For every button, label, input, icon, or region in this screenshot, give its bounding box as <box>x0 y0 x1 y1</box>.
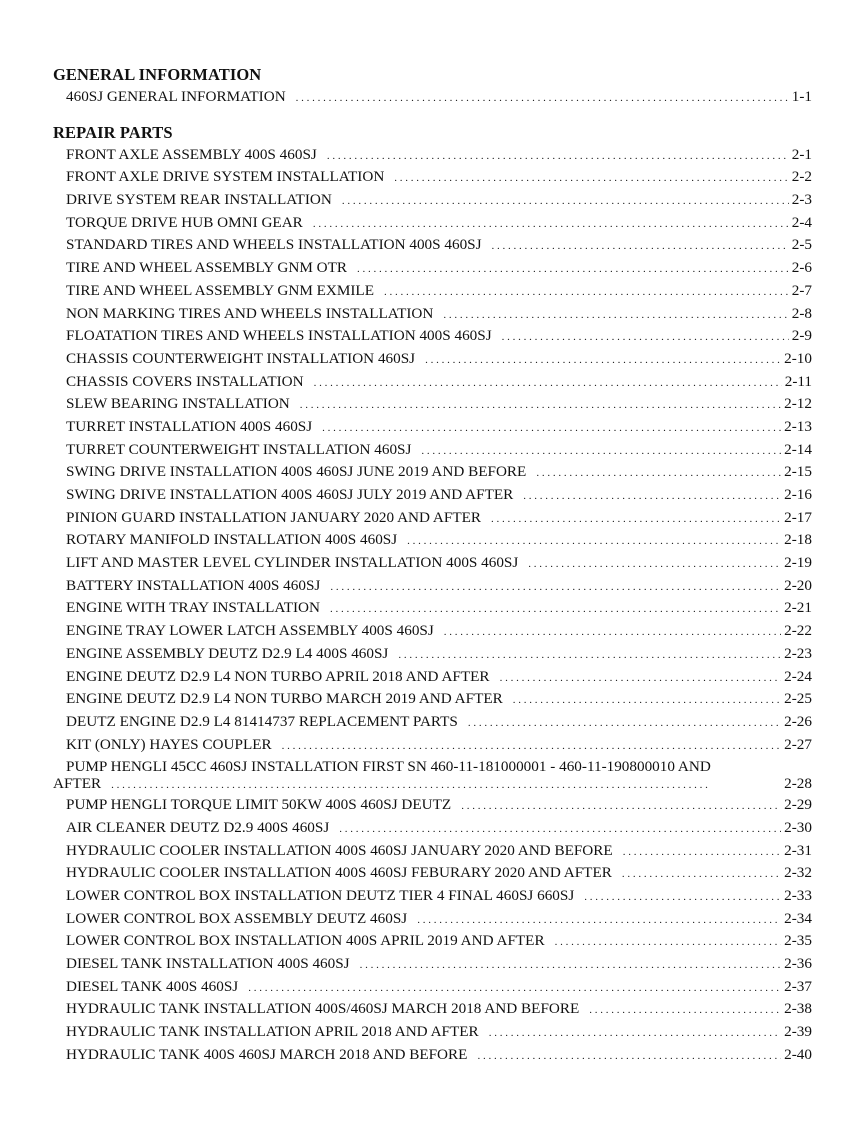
toc-entry[interactable] <box>53 439 812 462</box>
toc-entry-page: 2-33 <box>784 887 812 904</box>
toc-entry-page: 2-14 <box>784 440 812 458</box>
toc-entry-title: TIRE AND WHEEL ASSEMBLY GNM EXMILE <box>66 281 374 299</box>
dot-leader <box>589 999 781 1022</box>
toc-entry-page: 2-37 <box>784 977 812 995</box>
toc-entry-page: 2-34 <box>784 909 812 927</box>
dot-leader <box>555 931 782 954</box>
toc-entry[interactable] <box>53 1021 812 1044</box>
toc-entry-page: 2-15 <box>784 463 812 481</box>
toc-entry[interactable] <box>53 552 812 575</box>
toc-entry-title: TURRET COUNTERWEIGHT INSTALLATION 460SJ <box>66 440 412 458</box>
toc-entry[interactable] <box>53 461 812 484</box>
toc-entry-page: 2-28 <box>784 775 812 793</box>
dot-leader <box>502 326 789 349</box>
toc-entry-page: 2-8 <box>791 304 812 322</box>
toc-entry-title: PUMP HENGLI 45CC 460SJ INSTALLATION FIRST SN 460-11-181000001 - 460-11-190800010 AND <box>66 758 711 776</box>
toc-entry-page: 2-20 <box>784 576 812 594</box>
dot-leader <box>461 795 781 818</box>
dot-leader <box>425 349 781 372</box>
toc-entry[interactable] <box>53 303 812 326</box>
dot-leader <box>477 1045 781 1068</box>
toc-entry[interactable] <box>53 620 812 643</box>
toc-entry[interactable] <box>53 325 812 348</box>
dot-leader <box>296 87 789 110</box>
toc-entry-page: 2-27 <box>784 735 812 753</box>
toc-entry[interactable] <box>53 953 812 976</box>
toc-entry-title: SWING DRIVE INSTALLATION 400S 460SJ JULY 2019 AND AFTER <box>66 486 514 503</box>
dot-leader <box>407 530 781 553</box>
toc-entry-title: ENGINE WITH TRAY INSTALLATION <box>66 599 320 617</box>
toc-entry-title: PUMP HENGLI TORQUE LIMIT 50KW 400S 460SJ DEUTZ <box>66 796 452 814</box>
dot-leader <box>489 1022 781 1045</box>
toc-entry-title: HYDRAULIC TANK INSTALLATION APRIL 2018 AND AFTER <box>66 1023 479 1041</box>
toc-entry[interactable] <box>53 507 812 530</box>
toc-entry-title: ENGINE DEUTZ D2.9 L4 NON TURBO APRIL 2018 AND AFTER <box>66 667 490 685</box>
toc-entry[interactable] <box>53 930 812 953</box>
dot-leader <box>623 841 781 864</box>
dot-leader <box>360 954 782 977</box>
toc-entry-page: 2-10 <box>784 349 812 367</box>
dot-leader <box>322 417 781 440</box>
toc-entry[interactable] <box>53 711 812 734</box>
section-heading: GENERAL INFORMATION <box>53 65 262 84</box>
toc-entry-page: 2-3 <box>791 191 812 209</box>
toc-entry-page: 2-32 <box>784 864 812 882</box>
toc-entry[interactable] <box>53 643 812 666</box>
dot-leader <box>330 576 781 599</box>
dot-leader <box>528 553 781 576</box>
toc-entry[interactable] <box>53 734 812 757</box>
dot-leader <box>523 485 781 508</box>
toc-entry[interactable] <box>53 371 812 394</box>
dot-leader <box>417 909 781 932</box>
toc-entry-title: DRIVE SYSTEM REAR INSTALLATION <box>66 191 332 209</box>
toc-entry-title: HYDRAULIC TANK 400S 460SJ MARCH 2018 AND BEFORE <box>66 1045 468 1063</box>
toc-entry-title: DEUTZ ENGINE D2.9 L4 81414737 REPLACEMENT PARTS <box>66 712 458 730</box>
dot-leader <box>384 281 789 304</box>
toc-entry-title-continuation: AFTER <box>53 775 102 793</box>
dot-leader <box>622 863 781 886</box>
dot-leader <box>491 508 781 531</box>
dot-leader <box>584 886 781 909</box>
dot-leader <box>339 818 781 841</box>
toc-entry-page: 2-1 <box>791 145 812 163</box>
toc-entry-page: 2-24 <box>784 667 812 685</box>
toc-entry[interactable] <box>53 976 812 999</box>
toc-entry[interactable] <box>53 575 812 598</box>
toc-entry[interactable] <box>53 908 812 931</box>
toc-entry[interactable] <box>53 484 812 507</box>
toc-entry-title: HYDRAULIC TANK INSTALLATION 400S/460SJ MARCH 2018 AND BEFORE <box>66 1000 580 1018</box>
dot-leader <box>300 394 781 417</box>
toc-entry-title: CHASSIS COVERS INSTALLATION <box>66 372 304 390</box>
toc-entry[interactable] <box>53 998 812 1021</box>
toc-entry[interactable] <box>53 393 812 416</box>
toc-entry-title: SLEW BEARING INSTALLATION <box>66 395 290 413</box>
dot-leader <box>313 213 789 236</box>
toc-entry[interactable] <box>53 688 812 711</box>
dot-leader <box>111 777 781 794</box>
dot-leader <box>421 440 781 463</box>
toc-entry-page: 2-5 <box>791 236 812 254</box>
toc-entry-page: 2-25 <box>784 690 812 708</box>
toc-entry-title: TURRET INSTALLATION 400S 460SJ <box>66 417 313 435</box>
dot-leader <box>327 145 789 168</box>
toc-entry-page: 2-18 <box>784 531 812 549</box>
toc-entry-page: 2-13 <box>784 417 812 435</box>
toc-entry-title: CHASSIS COUNTERWEIGHT INSTALLATION 460SJ <box>66 349 416 367</box>
toc-entry-page: 2-38 <box>784 1000 812 1018</box>
dot-leader <box>468 712 781 735</box>
toc-entry-title: ROTARY MANIFOLD INSTALLATION 400S 460SJ <box>66 531 398 549</box>
toc-entry-title: STANDARD TIRES AND WHEELS INSTALLATION 400S 460SJ <box>66 236 482 254</box>
dot-leader <box>398 644 781 667</box>
toc-entry[interactable] <box>53 86 812 109</box>
dot-leader <box>444 621 781 644</box>
dot-leader <box>314 372 782 395</box>
toc-entry-title: DIESEL TANK INSTALLATION 400S 460SJ <box>66 955 350 973</box>
dot-leader <box>500 667 782 690</box>
toc-entry-page: 2-40 <box>784 1045 812 1063</box>
toc-entry-page: 2-21 <box>784 599 812 617</box>
toc-entry[interactable] <box>53 189 812 212</box>
toc-entry[interactable] <box>53 817 812 840</box>
toc-entry-page: 2-6 <box>791 259 812 277</box>
toc-entry-page: 2-12 <box>784 395 812 413</box>
toc-entry-page: 2-36 <box>784 955 812 973</box>
toc-entry-title: FRONT AXLE DRIVE SYSTEM INSTALLATION <box>66 168 385 186</box>
toc-entry[interactable] <box>53 885 812 908</box>
toc-entry[interactable] <box>53 862 812 885</box>
toc-entry[interactable] <box>53 280 812 303</box>
toc-entry-page: 2-35 <box>784 932 812 950</box>
toc-entry-title: TORQUE DRIVE HUB OMNI GEAR <box>66 213 303 231</box>
toc-entry-title: FLOATATION TIRES AND WHEELS INSTALLATION 400S 460SJ <box>66 327 492 345</box>
toc-entry-page: 2-19 <box>784 554 812 572</box>
dot-leader <box>357 258 789 281</box>
toc-entry-page: 2-16 <box>784 486 812 503</box>
toc-entry[interactable] <box>53 144 812 167</box>
toc-entry[interactable] <box>53 840 812 863</box>
toc-entry[interactable] <box>53 234 812 257</box>
toc-entry-title: ENGINE TRAY LOWER LATCH ASSEMBLY 400S 460SJ <box>66 622 434 640</box>
toc-entry-title: ENGINE DEUTZ D2.9 L4 NON TURBO MARCH 2019 AND AFTER <box>66 690 503 708</box>
toc-entry-page: 1-1 <box>791 88 812 105</box>
toc-entry-page: 2-17 <box>784 508 812 526</box>
toc-entry-title: LOWER CONTROL BOX INSTALLATION 400S APRIL 2019 AND AFTER <box>66 932 545 950</box>
toc-entry-page: 2-23 <box>784 644 812 662</box>
dot-leader <box>394 167 788 190</box>
toc-entry-title: PINION GUARD INSTALLATION JANUARY 2020 AND AFTER <box>66 508 482 526</box>
toc-entry-title: KIT (ONLY) HAYES COUPLER <box>66 735 272 753</box>
toc-entry[interactable] <box>53 416 812 439</box>
toc-entry[interactable] <box>53 1044 812 1067</box>
dot-leader <box>536 462 781 485</box>
dot-leader <box>330 598 781 621</box>
toc-entry[interactable] <box>53 756 812 794</box>
toc-entry-title: NON MARKING TIRES AND WHEELS INSTALLATION <box>66 304 434 322</box>
toc-entry[interactable] <box>53 597 812 620</box>
toc-entry-page: 2-7 <box>791 281 812 299</box>
toc-entry[interactable] <box>53 348 812 371</box>
toc-entry[interactable] <box>53 666 812 689</box>
toc-entry-title: HYDRAULIC COOLER INSTALLATION 400S 460SJ FEBURARY 2020 AND AFTER <box>66 864 612 882</box>
toc-entry-title: LOWER CONTROL BOX ASSEMBLY DEUTZ 460SJ <box>66 909 408 927</box>
toc-entry[interactable] <box>53 166 812 189</box>
toc-entry-page: 2-22 <box>784 622 812 640</box>
toc-entry-title: DIESEL TANK 400S 460SJ <box>66 977 239 995</box>
toc-entry-page: 2-30 <box>784 818 812 836</box>
toc-entry-title: FRONT AXLE ASSEMBLY 400S 460SJ <box>66 145 317 163</box>
toc-entry-title: SWING DRIVE INSTALLATION 400S 460SJ JUNE 2019 AND BEFORE <box>66 463 527 481</box>
toc-entry-title: LIFT AND MASTER LEVEL CYLINDER INSTALLATION 400S 460SJ <box>66 554 519 572</box>
toc-entry-page: 2-31 <box>784 841 812 859</box>
table-of-contents <box>53 64 812 1067</box>
toc-entry[interactable] <box>53 794 812 817</box>
toc-entry-title: ENGINE ASSEMBLY DEUTZ D2.9 L4 400S 460SJ <box>66 644 389 662</box>
toc-entry-page: 2-11 <box>784 372 812 390</box>
toc-entry-title: LOWER CONTROL BOX INSTALLATION DEUTZ TIER 4 FINAL 460SJ 660SJ <box>66 887 575 904</box>
toc-entry[interactable] <box>53 212 812 235</box>
dot-leader <box>492 235 789 258</box>
dot-leader <box>282 735 782 758</box>
dot-leader <box>443 304 788 327</box>
dot-leader <box>342 190 789 213</box>
dot-leader <box>513 689 781 712</box>
toc-entry-page: 2-2 <box>791 168 812 186</box>
section-heading: REPAIR PARTS <box>53 122 173 142</box>
toc-entry-title: BATTERY INSTALLATION 400S 460SJ <box>66 576 321 594</box>
toc-entry-title: TIRE AND WHEEL ASSEMBLY GNM OTR <box>66 259 347 277</box>
toc-entry[interactable] <box>53 257 812 280</box>
toc-entry-title: HYDRAULIC COOLER INSTALLATION 400S 460SJ JANUARY 2020 AND BEFORE <box>66 841 613 859</box>
toc-entry-title: 460SJ GENERAL INFORMATION <box>66 88 286 105</box>
toc-entry-page: 2-4 <box>791 213 812 231</box>
toc-entry-page: 2-9 <box>791 327 812 345</box>
toc-entry-page: 2-39 <box>784 1023 812 1041</box>
toc-entry-page: 2-29 <box>784 796 812 814</box>
toc-entry[interactable] <box>53 529 812 552</box>
toc-entry-page: 2-26 <box>784 712 812 730</box>
toc-entry-title: AIR CLEANER DEUTZ D2.9 400S 460SJ <box>66 818 330 836</box>
dot-leader <box>248 977 781 1000</box>
